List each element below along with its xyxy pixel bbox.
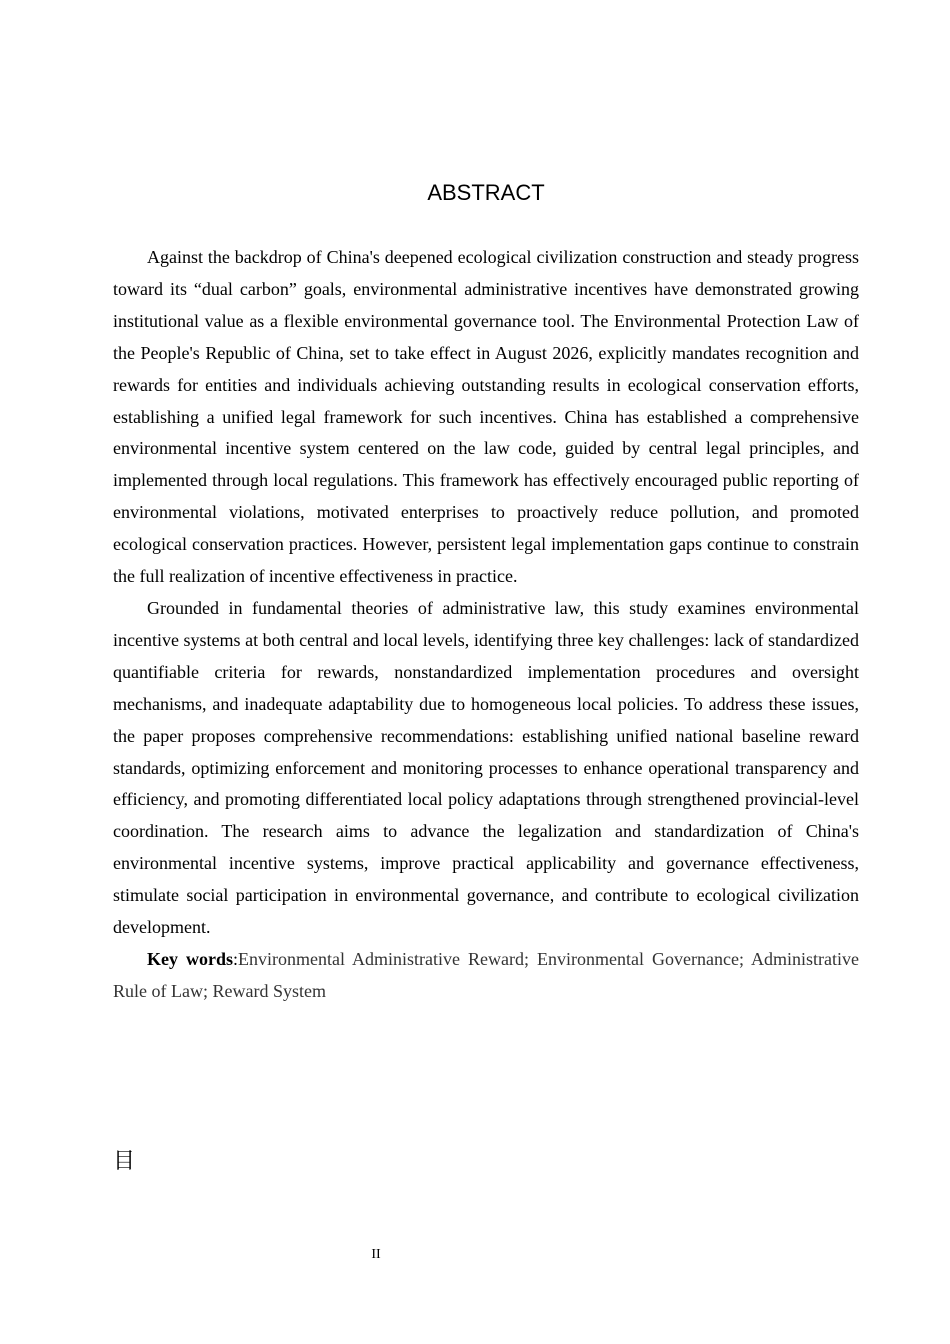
keywords-label: Key words [147, 948, 234, 969]
abstract-paragraph-2: Grounded in fundamental theories of administrative law, this study examines environmental incentive systems at both central and local levels, identifying three key challenges: lack of standardized quantifiable criteria for rewards, nonstandardized implementation procedures and oversight mechanisms, and inadequate adaptability due to homogeneous local policies. To address these issues, the paper proposes comprehensive recommendations: establishing unified national baseline reward standards, optimizing enforcement and monitoring processes to enhance operational transparency and efficiency, and promoting differentiated local policy adaptations through strengthened provincial-level coordination. The research aims to advance the legalization and standardization of China's environmental incentive systems, improve practical applicability and governance effectiveness, stimulate social participation in environmental governance, and contribute to ecological civilization development. [113, 597, 859, 938]
keywords-line [113, 944, 859, 1008]
abstract-title: ABSTRACT [427, 180, 545, 205]
abstract-body [113, 242, 859, 1008]
page-number: II [371, 1247, 381, 1262]
toc-heading-fragment: 目 [113, 1149, 136, 1174]
keywords-text: Environmental Administrative Reward; Environmental Governance; Administrative Rule of Law; Reward System [113, 948, 859, 1001]
abstract-paragraph-1: Against the backdrop of China's deepened ecological civilization construction and steady progress toward its “dual carbon” goals, environmental administrative incentives have demonstrated growing institutional value as a flexible environmental governance tool. The Environmental Protection Law of the People's Republic of China, set to take effect in August 2026, explicitly mandates recognition and rewards for entities and individuals achieving outstanding results in ecological conservation efforts, establishing a unified legal framework for such incentives. China has established a comprehensive environmental incentive system centered on the law code, guided by central legal principles, and implemented through local regulations. This framework has effectively encouraged public reporting of environmental violations, motivated enterprises to proactively reduce pollution, and promoted ecological conservation practices. However, persistent legal implementation gaps continue to constrain the full realization of incentive effectiveness in practice. [113, 247, 859, 587]
keywords-separator: : [233, 948, 239, 969]
